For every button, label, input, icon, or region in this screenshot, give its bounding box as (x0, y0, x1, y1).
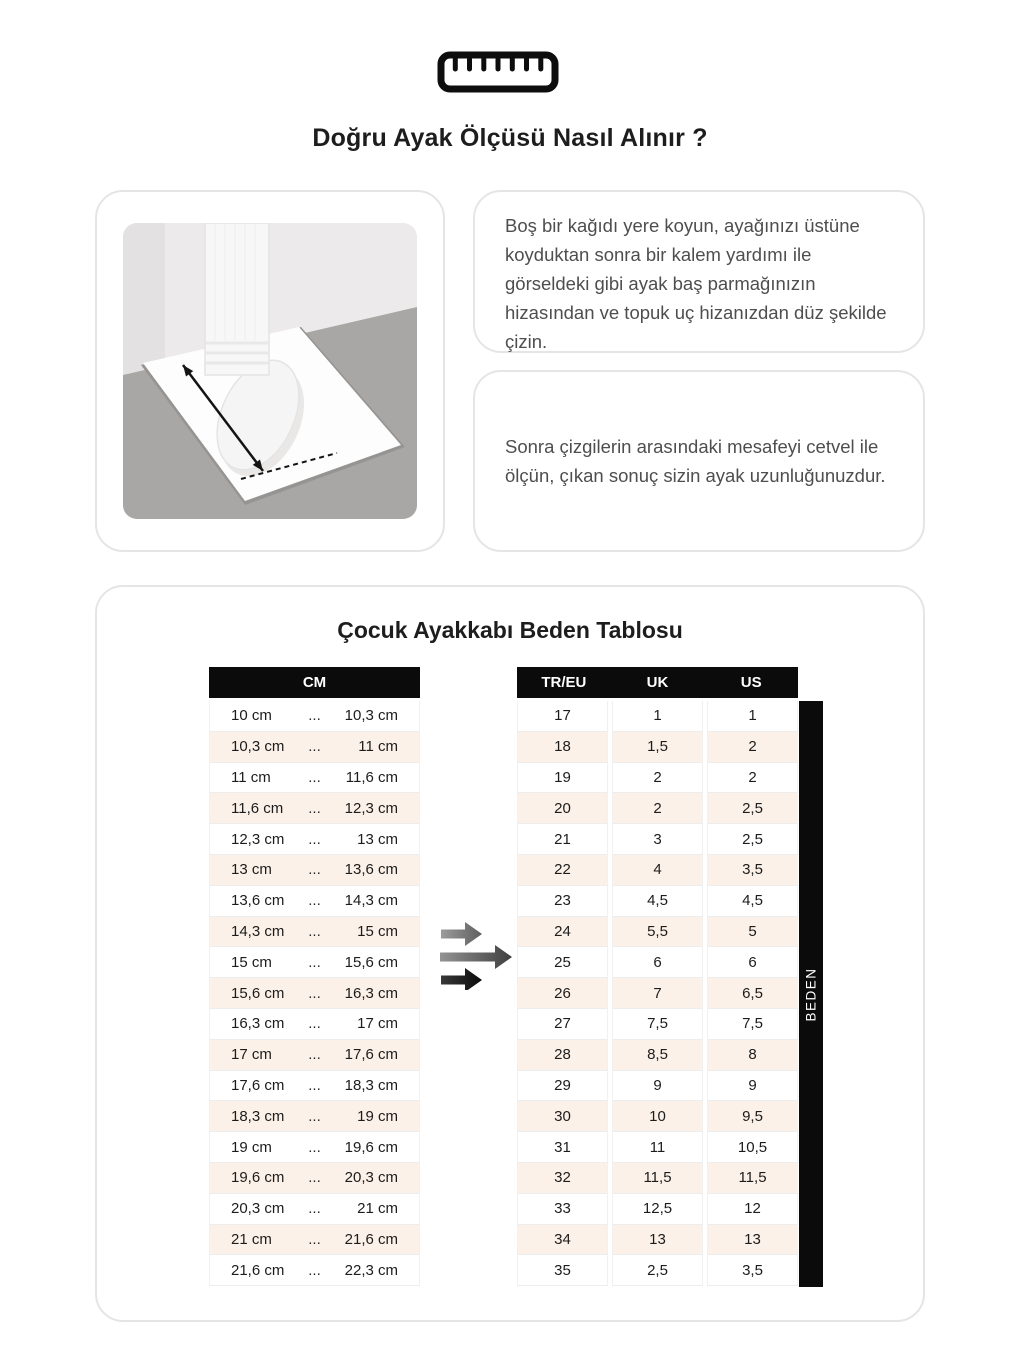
table-row (517, 1163, 798, 1194)
cm-separator: ... (308, 922, 321, 940)
cm-from: 19,6 cm (231, 1169, 285, 1187)
cm-from: 15 cm (231, 953, 272, 971)
cm-to: 16,3 cm (344, 984, 398, 1002)
beden-label-text: BEDEN (803, 966, 819, 1022)
size-uk: 5,5 (612, 917, 703, 948)
size-uk: 13 (612, 1225, 703, 1256)
cm-to: 19,6 cm (344, 1138, 398, 1156)
cm-separator: ... (308, 1046, 321, 1064)
size-tr-eu: 27 (517, 1009, 608, 1040)
table-row (209, 855, 420, 886)
size-tr-eu: 22 (517, 855, 608, 886)
cm-from: 11,6 cm (231, 799, 284, 817)
size-tr-eu: 21 (517, 824, 608, 855)
cm-table-rows (209, 701, 420, 1286)
cm-to: 17 cm (357, 1015, 398, 1033)
header-tr-eu: TR/EU (541, 674, 587, 691)
cm-to: 15,6 cm (344, 953, 398, 971)
table-row (517, 917, 798, 948)
size-table (517, 667, 798, 1286)
cm-from: 12,3 cm (231, 830, 285, 848)
table-row (209, 1101, 420, 1132)
cm-separator: ... (308, 707, 321, 725)
cm-from: 17 cm (231, 1046, 272, 1064)
size-us: 2 (707, 732, 798, 763)
size-us: 6,5 (707, 978, 798, 1009)
size-us: 3,5 (707, 1255, 798, 1286)
cm-separator: ... (308, 1169, 321, 1187)
cm-separator: ... (308, 953, 321, 971)
size-uk: 4,5 (612, 886, 703, 917)
size-uk: 1 (612, 701, 703, 732)
size-table-rows (517, 701, 798, 1286)
size-tr-eu: 23 (517, 886, 608, 917)
size-us: 5 (707, 917, 798, 948)
cm-to: 15 cm (357, 922, 398, 940)
cm-separator: ... (308, 1230, 321, 1248)
size-us: 1 (707, 701, 798, 732)
cm-separator: ... (308, 984, 321, 1002)
cm-to: 10,3 cm (344, 707, 398, 725)
size-us: 13 (707, 1225, 798, 1256)
table-row (209, 763, 420, 794)
table-row (517, 1071, 798, 1102)
cm-to: 13,6 cm (344, 861, 398, 879)
size-tr-eu: 35 (517, 1255, 608, 1286)
table-row (209, 1071, 420, 1102)
table-row (517, 947, 798, 978)
size-tr-eu: 19 (517, 763, 608, 794)
size-us: 2,5 (707, 793, 798, 824)
size-uk: 7 (612, 978, 703, 1009)
instruction-card-2 (473, 370, 925, 552)
cm-to: 22,3 cm (344, 1261, 398, 1279)
cm-to: 12,3 cm (344, 799, 398, 817)
table-row (209, 1255, 420, 1286)
cm-from: 21,6 cm (231, 1261, 285, 1279)
cm-from: 21 cm (231, 1230, 272, 1248)
table-row (209, 978, 420, 1009)
table-row (209, 1132, 420, 1163)
double-right-arrows-icon (435, 920, 515, 990)
table-row (209, 824, 420, 855)
size-us: 2,5 (707, 824, 798, 855)
cm-separator: ... (308, 1261, 321, 1279)
cm-separator: ... (308, 1107, 321, 1125)
cm-separator: ... (308, 768, 321, 786)
cm-from: 14,3 cm (231, 922, 285, 940)
table-row (517, 1009, 798, 1040)
cm-separator: ... (308, 799, 321, 817)
table-row (517, 1132, 798, 1163)
size-us: 11,5 (707, 1163, 798, 1194)
size-chart-title: Çocuk Ayakkabı Beden Tablosu (337, 617, 683, 643)
size-chart-card (95, 585, 925, 1322)
size-tr-eu: 20 (517, 793, 608, 824)
size-uk: 3 (612, 824, 703, 855)
cm-to: 17,6 cm (344, 1046, 398, 1064)
cm-table (209, 667, 420, 1286)
foot-on-paper-photo (123, 223, 417, 519)
table-row (209, 1163, 420, 1194)
table-row (209, 947, 420, 978)
table-row (517, 824, 798, 855)
size-uk: 2 (612, 763, 703, 794)
instruction-step-1: Boş bir kağıdı yere koyun, ayağınızı üstüne koyduktan sonra bir kalem yardımı ile görseldeki gibi ayak baş parmağınızın hizasından ve topuk uç hizanızdan düz şekilde çizin. (505, 215, 887, 352)
size-uk: 9 (612, 1071, 703, 1102)
size-us: 12 (707, 1194, 798, 1225)
cm-from: 15,6 cm (231, 984, 285, 1002)
size-us: 10,5 (707, 1132, 798, 1163)
size-us: 6 (707, 947, 798, 978)
table-row (209, 917, 420, 948)
instruction-card-1 (473, 190, 925, 353)
size-tr-eu: 18 (517, 732, 608, 763)
cm-table-header: CM (209, 667, 420, 698)
size-uk: 4 (612, 855, 703, 886)
table-row (517, 701, 798, 732)
cm-separator: ... (308, 892, 321, 910)
table-row (209, 701, 420, 732)
cm-to: 11 cm (358, 738, 398, 756)
table-row (517, 763, 798, 794)
cm-separator: ... (308, 861, 321, 879)
table-row (209, 1225, 420, 1256)
header-us: US (740, 674, 762, 691)
cm-from: 17,6 cm (231, 1076, 285, 1094)
cm-to: 21,6 cm (344, 1230, 398, 1248)
cm-from: 10,3 cm (231, 738, 285, 756)
size-tr-eu: 30 (517, 1101, 608, 1132)
size-tr-eu: 33 (517, 1194, 608, 1225)
table-row (209, 1040, 420, 1071)
table-row (209, 793, 420, 824)
size-uk: 2 (612, 793, 703, 824)
size-tr-eu: 25 (517, 947, 608, 978)
table-row (517, 1255, 798, 1286)
cm-from: 11 cm (231, 768, 271, 786)
size-tr-eu: 26 (517, 978, 608, 1009)
size-tr-eu: 34 (517, 1225, 608, 1256)
size-uk: 8,5 (612, 1040, 703, 1071)
cm-to: 11,6 cm (345, 768, 398, 786)
beden-side-label (799, 701, 823, 1287)
size-tr-eu: 17 (517, 701, 608, 732)
table-row (209, 732, 420, 763)
cm-to: 19 cm (357, 1107, 398, 1125)
cm-from: 13 cm (231, 861, 272, 879)
cm-to: 13 cm (357, 830, 398, 848)
size-uk: 10 (612, 1101, 703, 1132)
size-uk: 1,5 (612, 732, 703, 763)
size-us: 9 (707, 1071, 798, 1102)
measurement-photo-card (95, 190, 445, 552)
cm-separator: ... (308, 830, 321, 848)
table-row (517, 1040, 798, 1071)
size-table-header (517, 667, 798, 698)
size-us: 3,5 (707, 855, 798, 886)
table-row (517, 1101, 798, 1132)
size-tr-eu: 28 (517, 1040, 608, 1071)
ruler-icon (437, 50, 559, 94)
cm-from: 16,3 cm (231, 1015, 285, 1033)
size-tr-eu: 31 (517, 1132, 608, 1163)
cm-to: 20,3 cm (344, 1169, 398, 1187)
size-tr-eu: 29 (517, 1071, 608, 1102)
table-row (517, 1194, 798, 1225)
cm-separator: ... (308, 1076, 321, 1094)
table-row (517, 732, 798, 763)
table-row (517, 886, 798, 917)
cm-from: 13,6 cm (231, 892, 285, 910)
size-us: 7,5 (707, 1009, 798, 1040)
size-us: 8 (707, 1040, 798, 1071)
cm-from: 19 cm (231, 1138, 272, 1156)
size-uk: 7,5 (612, 1009, 703, 1040)
cm-from: 20,3 cm (231, 1200, 285, 1218)
size-uk: 2,5 (612, 1255, 703, 1286)
page-title: Doğru Ayak Ölçüsü Nasıl Alınır ? (312, 124, 708, 152)
cm-from: 10 cm (231, 707, 272, 725)
size-uk: 6 (612, 947, 703, 978)
header-uk: UK (646, 674, 669, 691)
cm-to: 14,3 cm (344, 892, 398, 910)
size-uk: 11 (612, 1132, 703, 1163)
size-tr-eu: 32 (517, 1163, 608, 1194)
size-us: 4,5 (707, 886, 798, 917)
cm-separator: ... (308, 738, 321, 756)
size-tr-eu: 24 (517, 917, 608, 948)
table-row (209, 1009, 420, 1040)
table-row (517, 978, 798, 1009)
cm-from: 18,3 cm (231, 1107, 285, 1125)
cm-separator: ... (308, 1015, 321, 1033)
table-row (517, 793, 798, 824)
cm-to: 18,3 cm (344, 1076, 398, 1094)
instruction-step-2: Sonra çizgilerin arasındaki mesafeyi cetvel ile ölçün, çıkan sonuç sizin ayak uzunluğunuzdur. (505, 436, 886, 486)
table-row (209, 1194, 420, 1225)
table-row (209, 886, 420, 917)
cm-separator: ... (308, 1138, 321, 1156)
table-row (517, 855, 798, 886)
size-uk: 12,5 (612, 1194, 703, 1225)
size-us: 9,5 (707, 1101, 798, 1132)
cm-to: 21 cm (357, 1200, 398, 1218)
size-us: 2 (707, 763, 798, 794)
size-uk: 11,5 (612, 1163, 703, 1194)
cm-separator: ... (308, 1200, 321, 1218)
table-row (517, 1225, 798, 1256)
